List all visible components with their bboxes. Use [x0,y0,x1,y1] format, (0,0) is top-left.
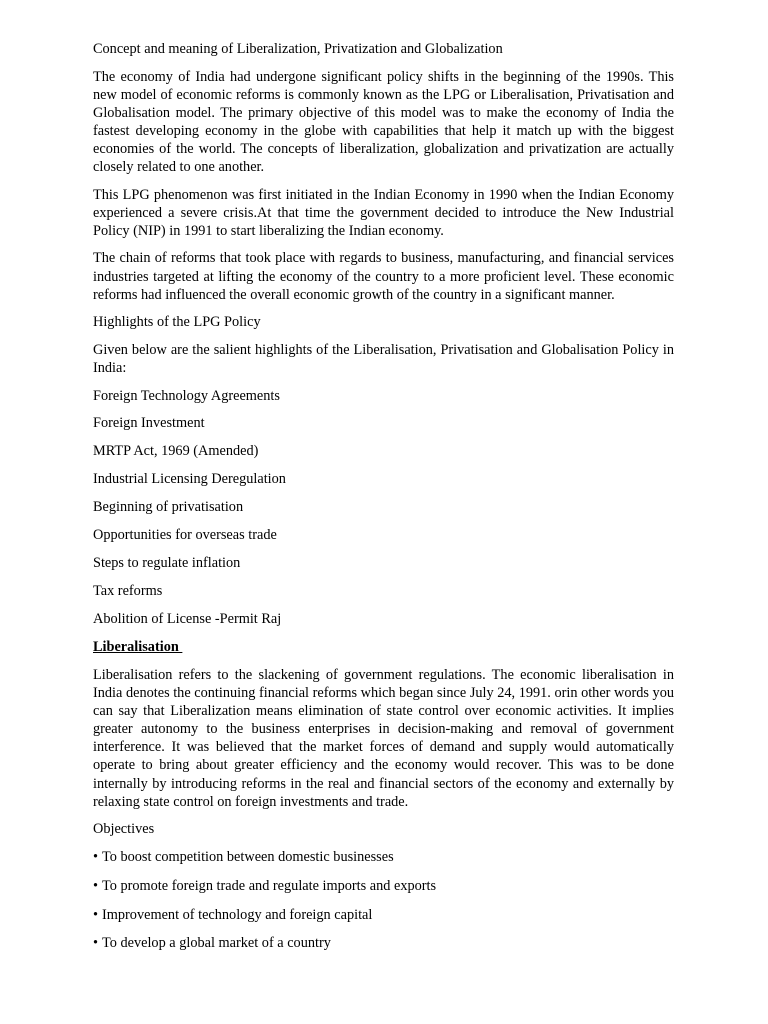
highlight-item: Industrial Licensing Deregulation [93,471,286,488]
objective-text: To promote foreign trade and regulate imports and exports [102,877,437,894]
objective-text: To boost competition between domestic businesses [102,848,394,865]
objective-item [93,848,674,866]
highlights-intro: Given below are the salient highlights of the Liberalisation, Privatisation and Globalisation Policy in India: [93,341,674,376]
objective-item [93,934,674,952]
objective-item [93,906,674,924]
highlight-item: Abolition of License -Permit Raj [93,611,282,628]
document-title: Concept and meaning of Liberalization, Privatization and Globalization [93,41,503,57]
bullet-icon: • [93,877,99,894]
document-page [93,40,674,963]
lpg-origin-paragraph: This LPG phenomenon was first initiated in the Indian Economy in 1990 when the Indian Economy experienced a severe crisis.At that time the government decided to introduce the New Industrial Policy (NIP) in 1991 to start liberalizing the Indian economy. [93,186,674,239]
highlight-item: Opportunities for overseas trade [93,527,277,544]
highlights-heading: Highlights of the LPG Policy [93,314,261,331]
bullet-icon: • [93,848,99,865]
intro-paragraph: The economy of India had undergone significant policy shifts in the beginning of the 1990s. This new model of economic reforms is commonly known as the LPG or Liberalisation, Privatisation and Globalisation model. The primary objective of this model was to make the economy of India the fastest developing economy in the globe with capabilities that help it match up with the biggest economies of the world. The concepts of liberalization, globalization and privatization are actually closely related to one another. [93,68,674,176]
objective-text: Improvement of technology and foreign capital [102,906,373,923]
liberalisation-heading: Liberalisation [93,639,183,656]
highlight-item: Beginning of privatisation [93,499,244,516]
objectives-heading: Objectives [93,821,155,838]
highlight-item: Foreign Technology Agreements [93,387,280,404]
highlight-item: Foreign Investment [93,415,205,432]
reforms-paragraph: The chain of reforms that took place with regards to business, manufacturing, and financial services industries targeted at lifting the economy of the country to a more proficient level. These economic reforms had influenced the overall economic growth of the country in a significant manner. [93,250,674,303]
highlight-item: Steps to regulate inflation [93,555,241,572]
bullet-icon: • [93,906,99,923]
highlight-item: MRTP Act, 1969 (Amended) [93,443,259,460]
objective-text: To develop a global market of a country [102,935,331,952]
liberalisation-paragraph: Liberalisation refers to the slackening of government regulations. The economic liberalisation in India denotes the continuing financial reforms which began since July 24, 1991. orin other words you can say that Liberalization means elimination of state control over economic activities. It implies greater autonomy to the business enterprises in decision-making and removal of government interference. It was believed that the market forces of demand and supply would automatically operate to bring about greater efficiency and the economy would recover. This was to be done internally by introducing reforms in the real and financial sectors of the economy and externally by relaxing state control on foreign investments and trade. [93,666,674,810]
highlight-item: Tax reforms [93,583,163,600]
objective-item [93,877,674,895]
bullet-icon: • [93,935,99,952]
objectives-list [93,848,674,953]
